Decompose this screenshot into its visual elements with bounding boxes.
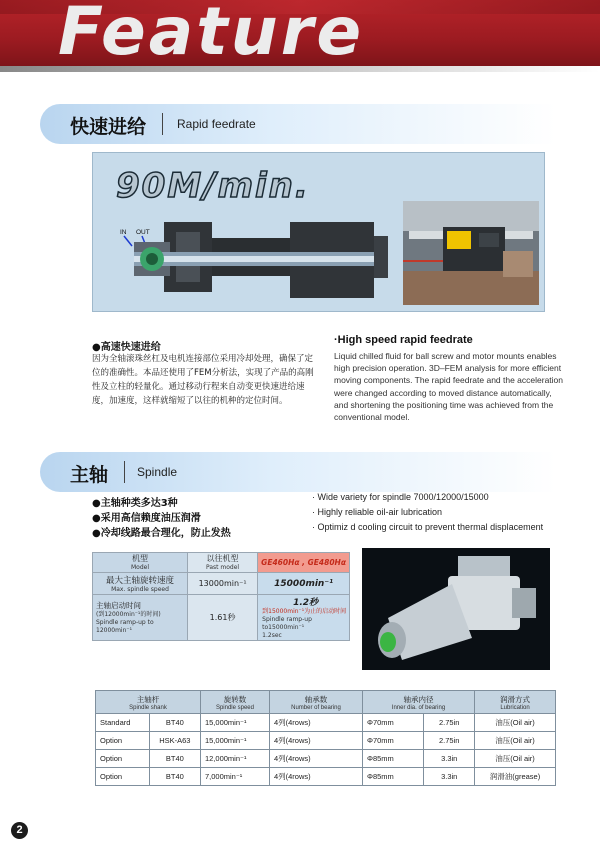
- ramp-up-past: 1.61秒: [187, 595, 257, 641]
- bearing-header: 轴承数 Number of bearing: [269, 691, 362, 714]
- rapid-title-cn: 快速进给: [70, 116, 147, 138]
- banner-underline: [0, 66, 600, 72]
- out-label: OUT: [136, 229, 150, 236]
- ramp-up-label: 主轴启动时间 (到12000min⁻¹的时间) Spindle ramp-up to 12000min⁻¹: [93, 595, 188, 641]
- band-divider: [124, 461, 125, 483]
- spindle-band: [40, 452, 556, 492]
- speed-header: 旋转数 Spindle speed: [200, 691, 269, 714]
- spindle-compare-table: [92, 552, 350, 641]
- spindle-bullet-cn-1: ●主轴种类多达3种: [92, 498, 178, 509]
- table-row: Standard BT40 15,000min⁻¹ 4列(4rows) Φ70mm 2.75in 油压(Oil air): [96, 714, 556, 732]
- rapid-cn-body: 因为全轴滚珠丝杠及电机连接部位采用冷却处理，确保了定位的准确性。本品还使用了FEM分析法，实现了产品的高刚性及立柱的轻量化。通过移动行程来自动变更快速进给速度，加速度，这样就缩短了以往的机种的定位时间。: [92, 354, 314, 406]
- max-speed-label: 最大主轴旋转速度 Max. spindle speed: [93, 573, 188, 595]
- spindle-spec-table: [95, 690, 556, 786]
- spindle-bullet-en-2: · Highly reliable oil-air lubrication: [312, 507, 443, 517]
- lubrication-header: 润滑方式 Lubrication: [475, 691, 556, 714]
- table-row: Option BT40 12,000min⁻¹ 4列(4rows) Φ85mm 3.3in 油压(Oil air): [96, 750, 556, 768]
- new-model-header: GE460Hα , GE480Hα: [258, 553, 350, 573]
- feature-banner: [0, 0, 600, 66]
- model-header: 机型 Model: [93, 553, 188, 573]
- feedrate-photo: [403, 201, 539, 305]
- band-divider: [162, 113, 163, 135]
- past-model-header: 以往机型 Past model: [187, 553, 257, 573]
- table-row: Option BT40 7,000min⁻¹ 4列(4rows) Φ85mm 3.3in 润滑油(grease): [96, 768, 556, 786]
- in-label: IN: [120, 229, 127, 236]
- spindle-title-cn: 主轴: [70, 464, 109, 486]
- spindle-bullet-cn-2: ●采用高信赖度油压润滑: [92, 513, 201, 524]
- spindle-title-en: Spindle: [137, 465, 178, 479]
- rapid-en-title: ·High speed rapid feedrate: [334, 334, 473, 346]
- spindle-bullet-en-1: · Wide variety for spindle 7000/12000/15000: [312, 492, 489, 502]
- banner-title: Feature: [58, 0, 365, 66]
- page-number: 2: [11, 822, 28, 839]
- speed-text: 90M/min.: [116, 166, 310, 206]
- rapid-en-body: Liquid chilled fluid for ball screw and motor mounts enables high precision operation. 3D–FEM analysis for more efficient moving components. The rapid feedrate and the acceleration were changed according to moved distance automatically, and shortening the positioning time was achieved from the conventional model.: [334, 351, 564, 423]
- shank-header: 主轴杆 Spindle shank: [96, 691, 201, 714]
- table-row: Option HSK-A63 15,000min⁻¹ 4列(4rows) Φ70mm 2.75in 油压(Oil air): [96, 732, 556, 750]
- max-speed-new: 15000min⁻¹: [258, 573, 350, 595]
- rapid-cn-title: ●高速快速进给: [92, 342, 161, 353]
- ramp-up-new: 1.2秒 到15000min⁻¹为止的启动时间 Spindle ramp-up to15000min⁻¹ 1.2sec: [258, 595, 350, 641]
- max-speed-past: 13000min⁻¹: [187, 573, 257, 595]
- rapid-title-en: Rapid feedrate: [177, 117, 256, 131]
- spindle-photo: [362, 548, 550, 670]
- inner-dia-header: 轴承内径 Inner dia. of bearing: [362, 691, 474, 714]
- spindle-bullet-cn-3: ●冷却线路最合理化，防止发热: [92, 528, 231, 539]
- ball-screw-diagram: [94, 212, 394, 308]
- spindle-bullet-en-3: · Optimiz d cooling circuit to prevent thermal displacement: [312, 522, 544, 532]
